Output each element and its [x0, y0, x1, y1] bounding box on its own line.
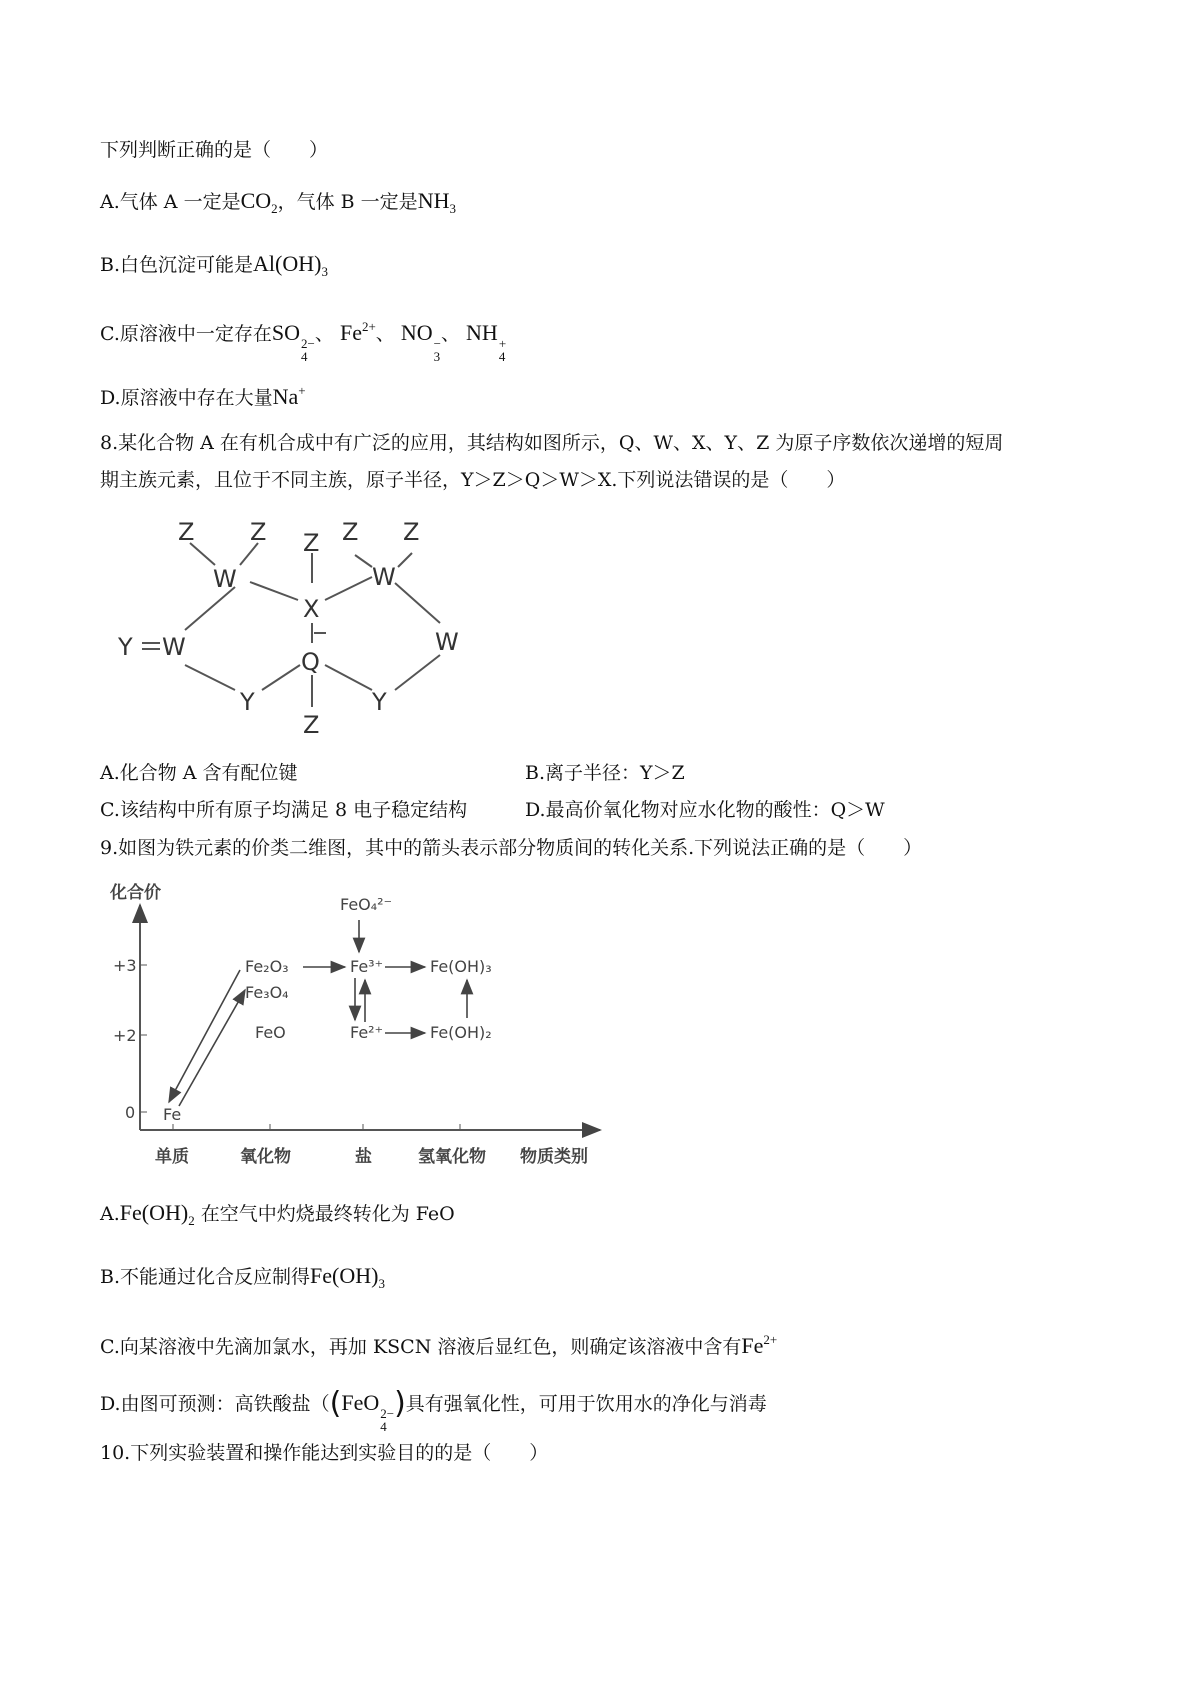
atom-q: Q: [301, 648, 320, 676]
q9-option-c[interactable]: [100, 1327, 777, 1360]
bond-line: [240, 543, 258, 565]
q7-option-d[interactable]: [100, 378, 306, 411]
bond-line: [190, 543, 215, 565]
right-paren: ): [394, 1386, 406, 1421]
atom-z: Z: [303, 529, 320, 557]
atom-z: Z: [178, 518, 195, 546]
y-axis-label: 化合价: [110, 883, 161, 903]
node-fe2o3: Fe₂O₃: [245, 957, 289, 976]
q7-option-b[interactable]: [100, 251, 328, 285]
ion-nh4: NH + 4: [466, 320, 507, 364]
structure-diagram: [110, 515, 490, 745]
option-text: 向某溶液中先滴加氯水，再加 KSCN 溶液后显红色，则确定该溶液中含有: [119, 1336, 742, 1358]
option-text: ，气体 B 一定是: [277, 191, 418, 213]
y-tick-label: +3: [113, 956, 137, 975]
separator: 、: [375, 323, 395, 345]
node-feo: FeO: [255, 1023, 286, 1042]
q9-option-a[interactable]: [100, 1200, 455, 1234]
separator: 、: [440, 323, 460, 345]
bond-line: [395, 583, 440, 623]
atom-z: Z: [342, 518, 359, 546]
q8-option-c[interactable]: C.该结构中所有原子均满足 8 电子稳定结构: [100, 799, 468, 821]
atom-z: Z: [303, 711, 320, 739]
atom-w: W: [372, 563, 396, 591]
separator: 、: [314, 323, 334, 345]
x-tick-label: 氢氧化物: [418, 1147, 486, 1167]
ion-na: Na+: [272, 383, 306, 409]
bond-line: [395, 655, 440, 690]
bond-line: [250, 582, 298, 600]
bond-line: [355, 555, 372, 567]
ion-no3: NO − 3: [400, 320, 441, 364]
formula-nh3: $NH_3$: [417, 188, 456, 216]
node-fe: Fe: [163, 1105, 182, 1124]
option-label: A.: [100, 1203, 120, 1225]
q9-option-b[interactable]: [100, 1263, 385, 1297]
option-text: 具有强氧化性，可用于饮用水的净化与消毒: [405, 1393, 767, 1415]
y-tick-label: +2: [113, 1026, 137, 1045]
bond-line: [185, 587, 235, 630]
x-axis-label: 物质类别: [520, 1147, 588, 1167]
option-text: 由图可预测：高铁酸盐（: [120, 1393, 330, 1415]
atom-z: Z: [403, 518, 420, 546]
node-feoh2: Fe(OH)₂: [430, 1023, 492, 1042]
x-tick-label: 单质: [155, 1147, 189, 1167]
q7-option-a[interactable]: [100, 188, 456, 222]
node-feoh3: Fe(OH)₃: [430, 957, 492, 976]
bond-line: [262, 665, 300, 690]
q10-stem: 10.下列实验装置和操作能达到实验目的的是（ ）: [100, 1442, 549, 1464]
formula-feoh2: $Fe(OH)_2$: [119, 1200, 195, 1228]
option-text: 气体 A 一定是: [119, 191, 241, 213]
option-label: C.: [100, 1336, 120, 1358]
option-label: D.: [100, 1393, 121, 1415]
node-fe3plus: Fe³⁺: [350, 957, 384, 976]
option-text: 原溶液中存在大量: [120, 387, 273, 409]
option-label: D.: [100, 387, 121, 409]
option-text: 原溶液中一定存在: [119, 323, 272, 345]
option-text: 在空气中灼烧最终转化为 FeO: [200, 1203, 455, 1225]
x-tick-label: 盐: [355, 1147, 372, 1167]
option-text: 不能通过化合反应制得: [120, 1266, 311, 1288]
q8-stem-line1: 8.某化合物 A 在有机合成中有广泛的应用，其结构如图所示，Q、W、X、Y、Z 为原子序数依次递增的短周: [100, 432, 1004, 454]
atom-y: Y: [372, 688, 387, 716]
formula-feoh3: $Fe(OH)_3$: [310, 1263, 385, 1291]
ion-fe2: $Fe^{2+}$: [339, 319, 376, 345]
option-label: A.: [100, 191, 120, 213]
ion-fe2: $Fe^{2+}$: [741, 1332, 778, 1358]
atom-w: W: [213, 565, 237, 593]
formula-aloh3: $Al(OH)_3$: [253, 251, 328, 279]
bond-line: [185, 665, 235, 690]
atom-w: W: [162, 633, 186, 661]
option-label: B.: [100, 254, 121, 276]
atom-y: Y: [240, 688, 255, 716]
atom-w: W: [435, 628, 459, 656]
atom-x: X: [303, 595, 320, 623]
q9-stem: 9.如图为铁元素的价类二维图，其中的箭头表示部分物质间的转化关系.下列说法正确的是（ ）: [100, 837, 923, 859]
node-feo4: FeO₄²⁻: [340, 895, 393, 914]
option-label: C.: [100, 323, 120, 345]
atom-z: Z: [250, 518, 267, 546]
q7-option-c[interactable]: [100, 314, 506, 363]
x-tick-label: 氧化物: [240, 1147, 291, 1167]
q8-option-d[interactable]: D.最高价氧化物对应水化物的酸性：Q＞W: [525, 799, 885, 821]
ion-feo4: (FeO 2− 4 ): [329, 1386, 406, 1434]
formula-co2: $CO_2$: [240, 188, 278, 216]
y-tick-label: 0: [125, 1103, 136, 1122]
q8-option-a[interactable]: A.化合物 A 含有配位键: [100, 762, 298, 784]
bond-line: [325, 665, 372, 690]
atom-y: Y: [118, 633, 133, 661]
q8-option-b[interactable]: B.离子半径：Y＞Z: [525, 762, 685, 784]
node-fe2plus: Fe²⁺: [350, 1023, 384, 1042]
q9-option-d[interactable]: [100, 1386, 767, 1434]
bond-line: [325, 577, 372, 600]
arrow-fe-to-fe3o4: [179, 990, 245, 1106]
option-text: 白色沉淀可能是: [120, 254, 254, 276]
q8-stem-line2: 期主族元素，且位于不同主族，原子半径，Y＞Z＞Q＞W＞X.下列说法错误的是（ ）: [100, 469, 846, 491]
ion-so4: SO 2− 4: [271, 320, 315, 364]
iron-valence-class-diagram: [105, 880, 625, 1180]
left-paren: (: [329, 1386, 342, 1421]
arrow-fe2o3-to-fe: [169, 970, 240, 1102]
node-fe3o4: Fe₃O₄: [245, 983, 289, 1002]
q7-stem: 下列判断正确的是（ ）: [100, 139, 329, 161]
option-label: B.: [100, 1266, 121, 1288]
bond-line: [398, 553, 412, 567]
